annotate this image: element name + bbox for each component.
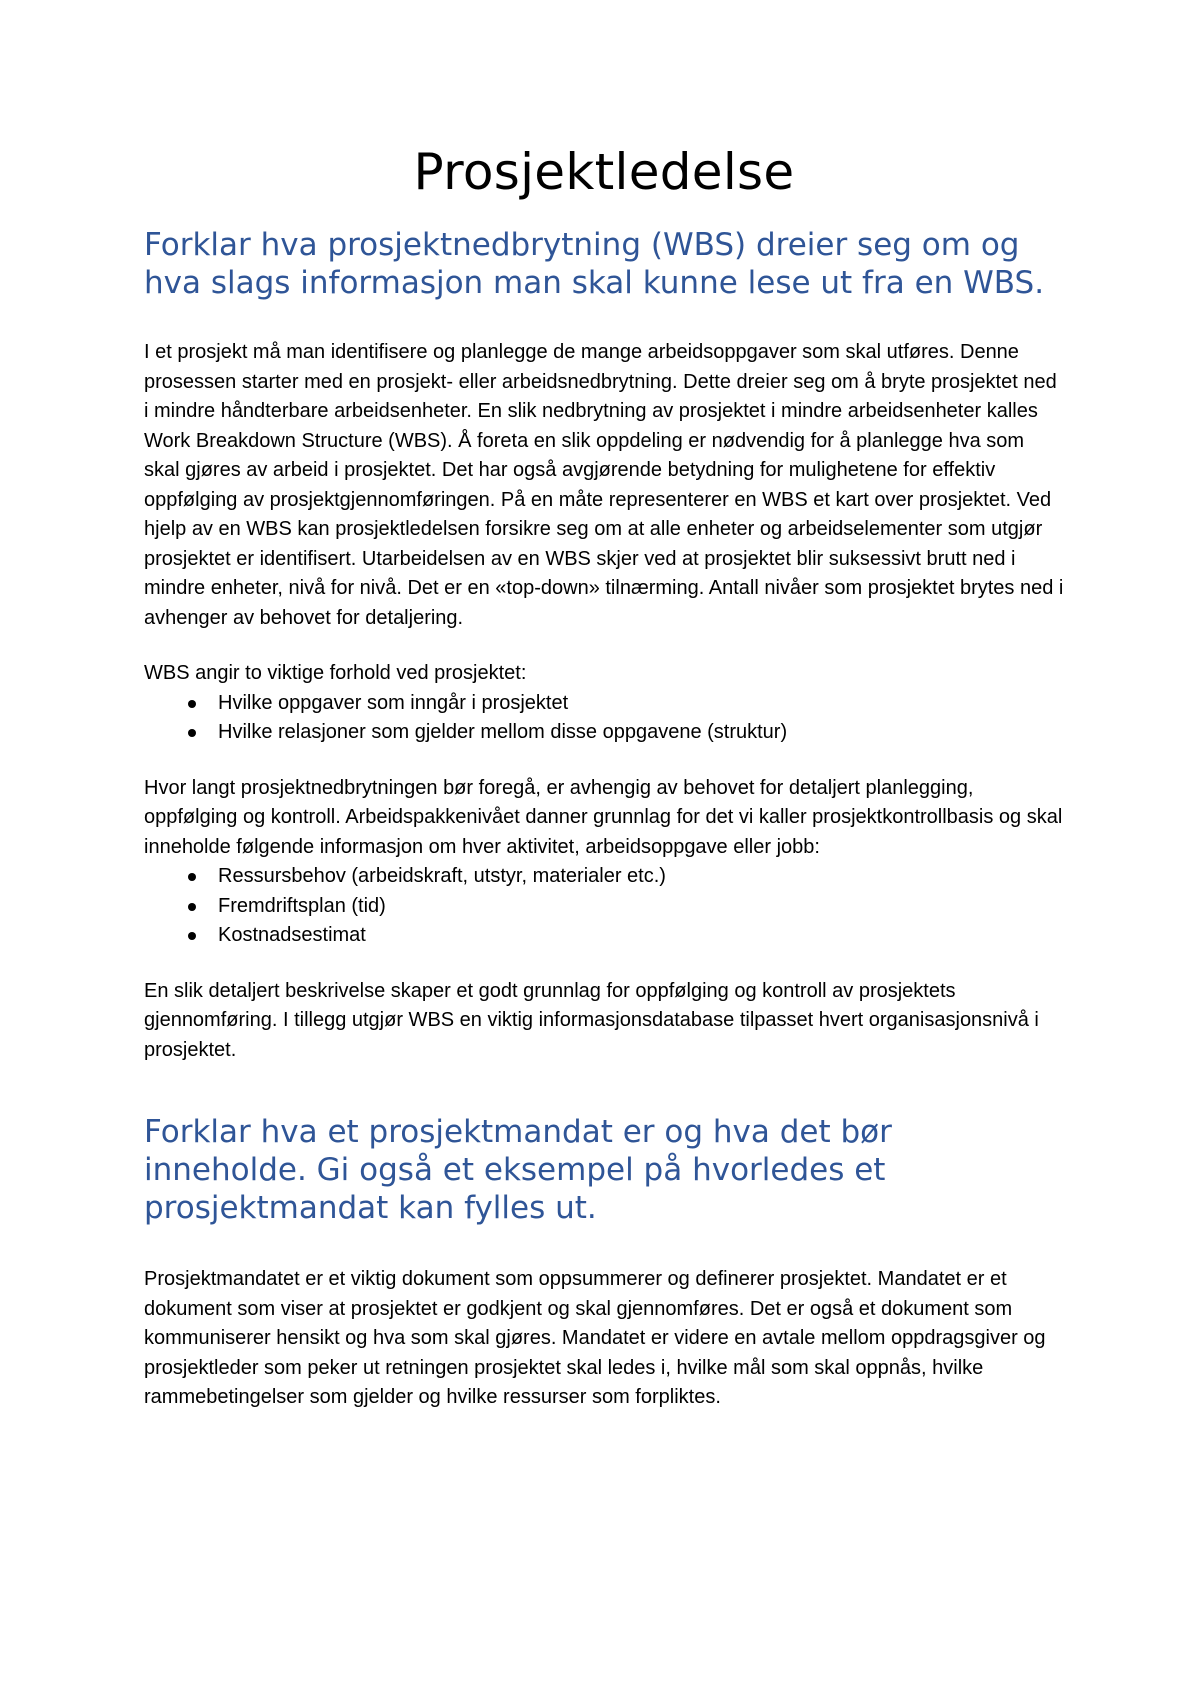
bullet-list-work-package-info: [144, 862, 1064, 951]
list-item: [188, 718, 1064, 748]
paragraph-mandate: Prosjektmandatet er et viktig dokument som oppsummerer og definerer prosjektet. Mandatet er et dokument som viser at prosjektet er godkjent og skal gjennomføres. Det er også et dokument som kommuniserer hensikt og hva som skal gjøres. Mandatet er videre en avtale mellom oppdragsgiver og prosjektleder som peker ut retningen prosjektet skal ledes i, hvilke mål som skal oppnås, hvilke rammebetingelser som gjelder og hvilke ressurser som forpliktes.: [144, 1268, 1046, 1408]
paragraph-wbs-intro: I et prosjekt må man identifisere og planlegge de mange arbeidsoppgaver som skal utføres. Denne prosessen starter med en prosjekt- eller arbeidsnedbrytning. Dette dreier seg om å bryte prosjektet ned i mindre håndterbare arbeidsenheter. En slik nedbrytning av prosjektet i mindre arbeidsenheter kalles Work Breakdown Structure (WBS). Å foreta en slik oppdeling er nødvendig for å planlegge hva som skal gjøres av arbeid i prosjektet. Det har også avgjørende betydning for mulighetene for effektiv oppfølging av prosjektgjennomføringen. På en måte representerer en WBS et kart over prosjektet. Ved hjelp av en WBS kan prosjektledelsen forsikre seg om at alle enheter og arbeidselementer som utgjør prosjektet er identifisert. Utarbeidelsen av en WBS skjer ved at prosjektet blir suksessivt brutt ned i mindre enheter, nivå for nivå. Det er en «top-down» tilnærming. Antall nivåer som prosjektet brytes ned i avhenger av behovet for detaljering.: [144, 341, 1064, 629]
paragraph-wbs-conditions: WBS angir to viktige forhold ved prosjektet:: [144, 662, 527, 684]
list-item: [188, 862, 1064, 892]
list-item-text: Hvilke oppgaver som inngår i prosjektet: [218, 691, 569, 714]
list-item-text: Ressursbehov (arbeidskraft, utstyr, materialer etc.): [218, 865, 666, 887]
document-title: Prosjektledelse: [413, 143, 795, 201]
document-content: [144, 140, 1064, 1413]
list-item-text: Kostnadsestimat: [218, 924, 366, 946]
bullet-icon: [188, 700, 196, 708]
paragraph-wbs-summary: En slik detaljert beskrivelse skaper et godt grunnlag for oppfølging og kontroll av prosjektets gjennomføring. I tillegg utgjør WBS en viktig informasjonsdatabase tilpasset hvert organisasjonsnivå i prosjektet.: [144, 979, 1039, 1061]
bullet-icon: [188, 729, 196, 737]
section-heading-mandate: Forklar hva et prosjektmandat er og hva det bør inneholde. Gi også et eksempel på hvorledes et prosjektmandat kan fylles ut.: [144, 1114, 892, 1226]
bullet-icon: [188, 932, 196, 940]
list-item-text: Fremdriftsplan (tid): [218, 894, 386, 917]
list-item: [188, 921, 1064, 951]
section-heading-wbs: Forklar hva prosjektnedbrytning (WBS) dreier seg om og hva slags informasjon man skal kunne lese ut fra en WBS.: [144, 227, 1045, 301]
bullet-icon: [188, 873, 196, 881]
list-item: [188, 689, 1064, 719]
bullet-list-wbs-conditions: [144, 689, 1064, 748]
bullet-icon: [188, 903, 196, 911]
list-item-text: Hvilke relasjoner som gjelder mellom disse oppgavene (struktur): [218, 721, 788, 743]
paragraph-wbs-detail: Hvor langt prosjektnedbrytningen bør foregå, er avhengig av behovet for detaljert planlegging, oppfølging og kontroll. Arbeidspakkenivået danner grunnlag for det vi kaller prosjektkontrollbasis og skal inneholde følgende informasjon om hver aktivitet, arbeidsoppgave eller jobb:: [144, 776, 1063, 858]
list-item: [188, 892, 1064, 922]
